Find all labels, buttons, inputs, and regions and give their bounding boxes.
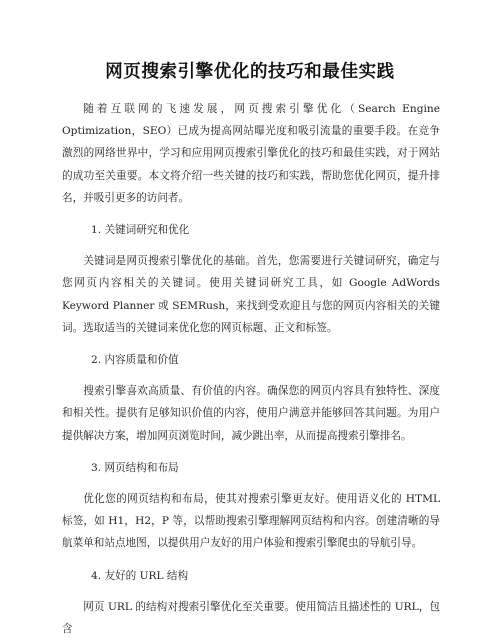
section-body-content-quality: 搜索引擎喜欢高质量、有价值的内容。确保您的网页内容具有独特性、深度和相关性。提供有足够知识价值的内容，使用户满意并能够回答其问题。为用户提供解决方案，增加网页浏览时间，减少跳出率，从而提高搜索引擎排名。 bbox=[62, 385, 440, 442]
document-body bbox=[62, 98, 440, 640]
section-heading-url-structure: 4. 友好的 URL 结构 bbox=[91, 569, 189, 582]
section-heading-keywords: 1. 关键词研究和优化 bbox=[91, 224, 190, 237]
section-heading-content-quality: 2. 内容质量和价值 bbox=[91, 354, 179, 367]
section-body-url-structure: 网页 URL 的结构对搜索引擎优化至关重要。使用简洁且描述性的 URL，包含 bbox=[62, 600, 440, 636]
section-body-keywords: 关键词是网页搜索引擎优化的基础。首先，您需要进行关键词研究，确定与您网页内容相关的关键词。使用关键词研究工具，如 Google AdWords Keyword Planner 或 SEMRush，来找到受欢迎且与您的网页内容相关的关键词。选取适当的关键词来优化您的网页标题、正文和标签。 bbox=[62, 255, 440, 334]
document-title: 网页搜索引擎优化的技巧和最佳实践 bbox=[105, 62, 395, 82]
section-heading-page-structure: 3. 网页结构和布局 bbox=[91, 461, 179, 474]
intro-paragraph: 随着互联网的飞速发展，网页搜索引擎优化（Search Engine Optimization，SEO）已成为提高网站曝光度和吸引流量的重要手段。在竞争激烈的网络世界中，学习和应用网页搜索引擎优化的技巧和最佳实践，对于网站的成功至关重要。本文将介绍一些关键的技巧和实践，帮助您优化网页，提升排名，并吸引更多的访问者。 bbox=[62, 103, 440, 204]
section-body-page-structure: 优化您的网页结构和布局，使其对搜索引擎更友好。使用语义化的 HTML 标签，如 H1，H2，P 等，以帮助搜索引擎理解网页结构和内容。创建清晰的导航菜单和站点地图，以提供用户友好的用户体验和搜索引擎爬虫的导航引导。 bbox=[62, 493, 440, 550]
